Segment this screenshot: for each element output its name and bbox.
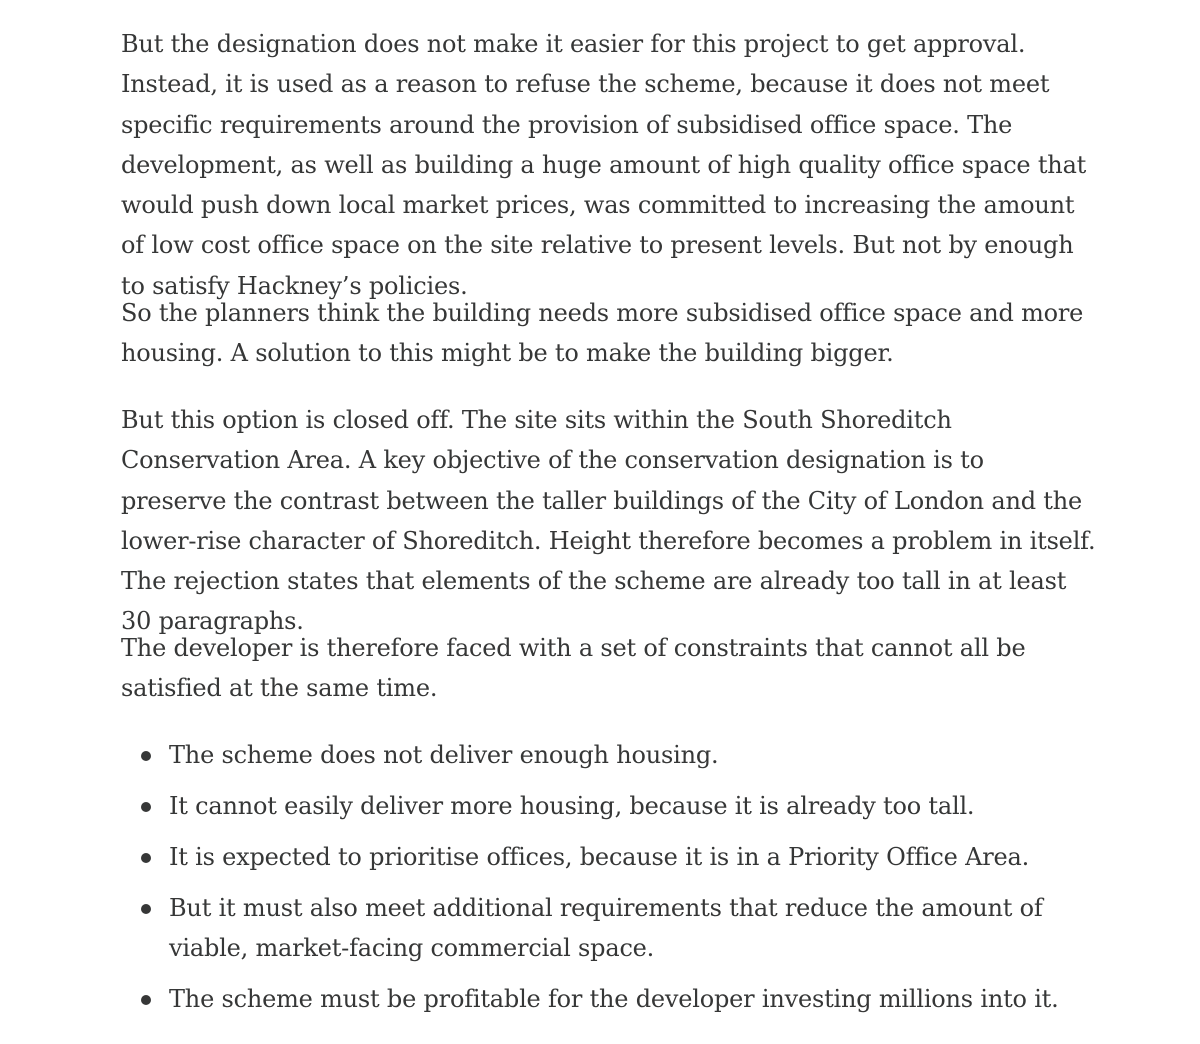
paragraph-designation: But the designation does not make it easier for this project to get approval. Instead, it is used as a reason to refuse the scheme, because it does not meet specific requirements around the provision of subsidised office space. The development, as well as building a huge amount of high quality office space that would push down local market prices, was committed to increasing the amount of low cost office space on the site relative to present levels. But not by enough to satisfy Hackney’s policies. [121,30,1087,300]
paragraph-conservation: But this option is closed off. The site sits within the South Shoreditch Conservation Area. A key objective of the conservation designation is to preserve the contrast between the taller buildings of the City of London and the lower-rise character of Shoreditch. Height therefore becomes a problem in itself. The rejection states that elements of the scheme are already too tall in at least 30 paragraphs. [121,406,1096,636]
list-item-text: The scheme must be profitable for the developer investing millions into it. [169,985,1059,1013]
list-item [121,979,1096,1019]
list-item [121,735,1096,775]
list-item-text: The scheme does not deliver enough housing. [169,741,719,769]
list-item [121,837,1096,877]
bullet-icon [141,995,151,1005]
bullet-icon [141,853,151,863]
list-item-text: It cannot easily deliver more housing, because it is already too tall. [169,792,975,820]
list-item [121,888,1096,968]
paragraph-constraints: The developer is therefore faced with a set of constraints that cannot all be satisfied at the same time. [121,634,1026,703]
list-item-text: It is expected to prioritise offices, because it is in a Priority Office Area. [169,843,1030,871]
list-item-text: But it must also meet additional requirements that reduce the amount of viable, market-facing commercial space. [169,894,1043,962]
list-item [121,786,1096,826]
constraints-list [121,735,1096,1030]
bullet-icon [141,802,151,812]
bullet-icon [141,904,151,914]
paragraph-planners: So the planners think the building needs more subsidised office space and more housing. A solution to this might be to make the building bigger. [121,299,1084,368]
bullet-icon [141,751,151,761]
